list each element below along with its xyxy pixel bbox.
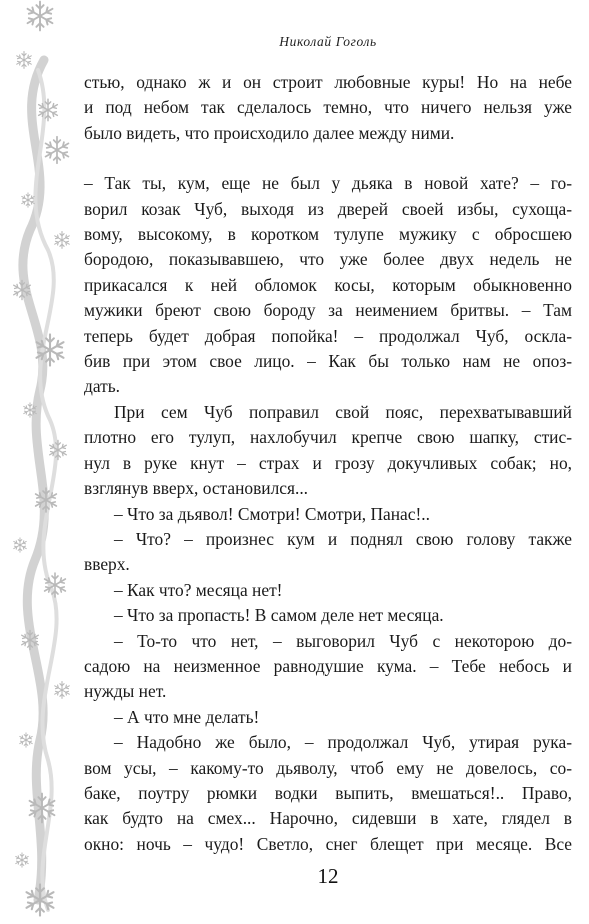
- text-line: взглянув вверх, остановился...: [84, 478, 309, 499]
- text-line: и под небом так сделалось темно, что ничего нельзя уже: [84, 97, 572, 118]
- text-line: – Что? – произнес кум и поднял свою голову также: [114, 528, 572, 549]
- text-line: плотно его тулуп, нахлобучил крепче свою шапку, стис-: [84, 427, 572, 448]
- text-line: дать.: [84, 376, 120, 397]
- text-line: теперь будет добрая попойка! – продолжал Чуб, оскла-: [84, 325, 572, 346]
- text-line: как будто на смех... Нарочно, сидевши в хате, глядел в: [84, 808, 572, 829]
- snowflake-icon: [22, 193, 34, 207]
- text-line: прикасался к ней обломок косы, которым обыкновенно: [84, 274, 572, 295]
- snowflake-icon: [46, 137, 69, 163]
- text-line: мужики бреют свою бороду за неимением бритвы. – Там: [84, 300, 572, 321]
- text-line: бив при этом свое лицо. – Как бы только нам не опоз-: [84, 351, 572, 372]
- running-head: Николай Гоголь: [279, 34, 377, 49]
- snowflake-icon: [50, 440, 67, 459]
- text-line: вому, высокому, в коротком тулупе мужику с обросшею: [84, 224, 572, 245]
- snowflake-icon: [20, 733, 32, 747]
- text-line: – Что за пропасть! В самом деле нет месяца.: [114, 605, 444, 626]
- snowflake-icon: [16, 853, 28, 867]
- snowflake-icon: [17, 52, 32, 69]
- text-line: садою на неизменное равнодушие кума. – Тебе небось и: [84, 655, 572, 676]
- snowflake-icon: [14, 538, 26, 552]
- text-line: – Так ты, кум, еще не был у дьяка в новой хате? – го-: [84, 173, 572, 194]
- text-line: – Что за дьявол! Смотри! Смотри, Панас!..: [114, 503, 430, 524]
- snowflake-icon: [55, 682, 70, 699]
- text-line: – Как что? месяца нет!: [114, 579, 283, 600]
- text-line: нужды нет.: [84, 681, 167, 702]
- text-line: – Надобно же было, – продолжал Чуб, утирая рука-: [114, 732, 572, 753]
- text-line: окно: ночь – чудо! Светло, снег блещет при месяце. Все: [84, 833, 572, 854]
- text-line: вверх.: [84, 554, 130, 575]
- snowflake-ornament-border: [0, 0, 80, 924]
- text-line: бородою, показывавшею, что уже более двух недель не: [84, 249, 572, 270]
- text-line: – То-то что нет, – выговорил Чуб с некоторою до-: [114, 630, 572, 651]
- text-line: – А что мне делать!: [114, 706, 260, 727]
- page-text: [84, 70, 572, 857]
- page-number: 12: [317, 864, 339, 888]
- snowflake-icon: [55, 232, 70, 249]
- text-line: ворил козак Чуб, выходя из дверей своей избы, сухоща-: [84, 198, 572, 219]
- text-line: было видеть, что происходило далее между ними.: [84, 122, 455, 143]
- text-line: вом усы, – какому-то дьяволу, чтоб ему не довелось, со-: [84, 757, 572, 778]
- text-line: баке, поутру рюмки водки выпить, вмешаться!.. Право,: [84, 782, 572, 803]
- text-line: стью, однако ж и он строит любовные куры! Но на небе: [84, 72, 572, 92]
- snowflake-icon: [28, 2, 53, 31]
- text-line: нул в руке кнут – страх и грозу докучливых собак; но,: [84, 452, 572, 473]
- snowflake-icon: [39, 99, 58, 121]
- text-line: При сем Чуб поправил свой пояс, перехватывавший: [114, 401, 572, 422]
